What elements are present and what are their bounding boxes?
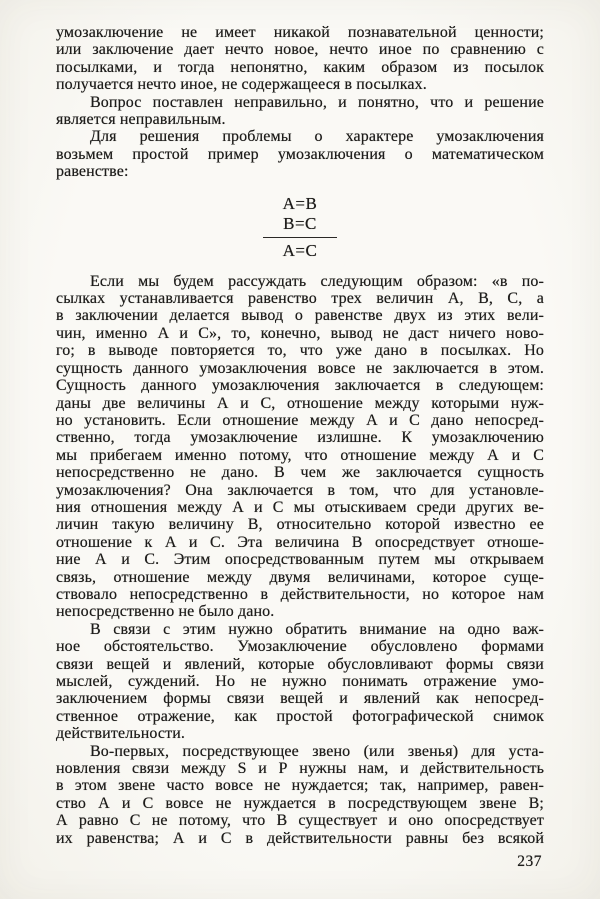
text-line: ние А и С. Этим опосредствованным путем мы открываем xyxy=(56,551,544,569)
paragraph xyxy=(56,128,544,180)
text-line: ство А и С вовсе не нуждается в посредствующем звене В; xyxy=(56,794,544,812)
text-line: но установить. Если отношение между А и С дано непосред- xyxy=(56,411,544,429)
text-line: посылками, и тогда непонятно, каким образом из посылок xyxy=(56,58,544,76)
paragraph xyxy=(56,24,544,94)
text-line: возьмем простой пример умозаключения о математическом xyxy=(56,145,544,163)
text-line: Для решения проблемы о характере умозаключения xyxy=(90,128,544,146)
text-line: чин, именно А и С», то, конечно, вывод не даст ничего ново- xyxy=(56,324,544,342)
paragraph xyxy=(56,743,544,847)
text-line: новления связи между S и Р нужны нам, и действительность xyxy=(56,760,544,778)
text-line: даны две величины А и С, отношение между которыми нуж- xyxy=(56,394,544,412)
text-line: личин такую величину В, относительно которой известно ее xyxy=(56,516,544,534)
text-line: Сущность данного умозаключения заключается в следующем: xyxy=(56,377,544,395)
text-line: мы прибегаем именно потому, что отношение между А и С xyxy=(56,446,544,464)
text-line: их равенства; А и С в действительности равны без всякой xyxy=(56,829,544,847)
text-line: в этом звене часто вовсе не нуждается; так, например, равен- xyxy=(56,777,544,795)
text-line: умозаключение не имеет никакой познавательной ценности; xyxy=(56,24,544,41)
text-line: мыслей, суждений. Но не нужно понимать отражение умо- xyxy=(56,673,544,690)
text-line: действительности. xyxy=(56,725,186,743)
text-line: Если мы будем рассуждать следующим образом: «в по- xyxy=(90,272,544,290)
inference-rule-line xyxy=(263,237,337,238)
text-line: ния отношения между А и С мы отыскиваем среди других ве- xyxy=(56,498,544,516)
text-line: связь, отношение между двумя величинами, которое суще- xyxy=(56,568,544,586)
text-line: заключением формы связи вещей и явлений как непосред- xyxy=(56,690,544,708)
paragraph xyxy=(56,94,544,129)
text-line: связи вещей и явлений, которые обусловливают формы связи xyxy=(56,655,544,673)
text-line: ствовало непосредственно в действительности, но которое нам xyxy=(56,585,544,603)
text-line: является неправильным. xyxy=(56,111,226,129)
text-line: или заключение дает нечто новое, нечто иное по сравнению с xyxy=(56,41,544,59)
text-line: ственное отражение, как простой фотографической снимок xyxy=(56,707,544,725)
text-line: сылках устанавливается равенство трех величин А, В, С, а xyxy=(56,290,544,308)
text-line: непосредственно не было дано. xyxy=(56,603,275,621)
formula-premise: В=С xyxy=(283,213,317,233)
formula-premise: А=В xyxy=(282,193,318,213)
text-column xyxy=(56,24,544,847)
text-line: в заключении делается вывод о равенстве двух из этих вели- xyxy=(56,307,544,325)
text-line: В связи с этим нужно обратить внимание на одно важ- xyxy=(90,620,544,638)
text-line: А равно С не потому, что В существует и оно опосредствует xyxy=(56,812,544,830)
text-line: Вопрос поставлен неправильно, и понятно, что и решение xyxy=(90,93,544,111)
text-line: непосредственно не дано. В чем же заключается сущность xyxy=(56,464,544,482)
paragraph xyxy=(56,273,544,621)
text-line: ственно, тогда умозаключение излишне. К умозаключению xyxy=(56,429,544,447)
text-line: сущность данного умозаключения вовсе не заключается в этом. xyxy=(56,359,544,377)
text-line: Во-первых, посредствующее звено (или звенья) для уста- xyxy=(90,742,544,760)
text-line: го; в выводе повторяется то, что уже дано в посылках. Но xyxy=(56,342,544,360)
text-line: равенстве: xyxy=(56,163,129,181)
formula-conclusion: А=С xyxy=(282,240,318,260)
equality-syllogism-formula xyxy=(56,194,544,261)
text-line: умозаключения? Она заключается в том, что для установле- xyxy=(56,481,544,499)
paragraph xyxy=(56,621,544,743)
text-line: ное обстоятельство. Умозаключение обусловлено формами xyxy=(56,638,544,656)
page-number: 237 xyxy=(517,853,542,870)
text-line: отношение к А и С. Эта величина В опосредствует отноше- xyxy=(56,533,544,551)
text-line: получается нечто иное, не содержащееся в посылках. xyxy=(56,76,427,94)
